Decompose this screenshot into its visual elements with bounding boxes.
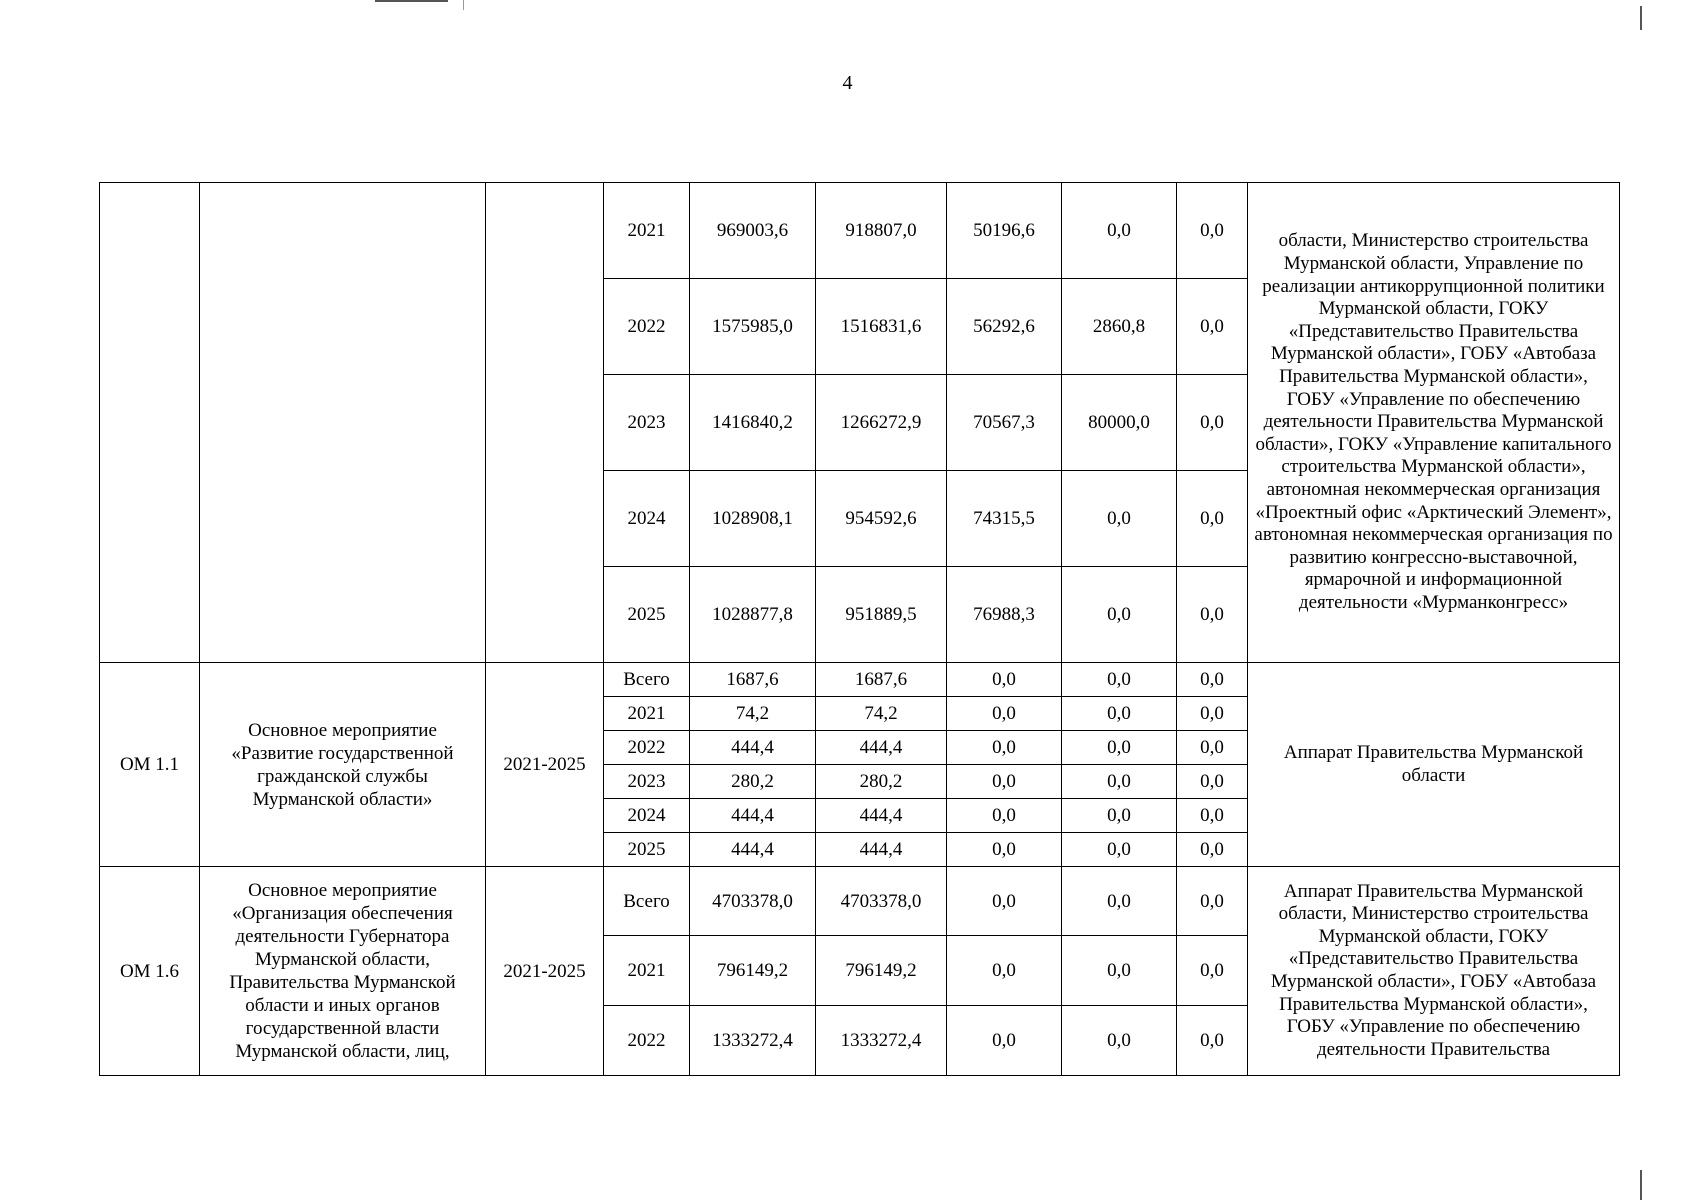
value-cell: 0,0 (1062, 1006, 1177, 1076)
year-cell: 2025 (604, 833, 690, 867)
value-cell: 1516831,6 (816, 279, 947, 375)
value-cell: 280,2 (816, 765, 947, 799)
table-row (100, 867, 1620, 936)
measure-period: 2021-2025 (486, 663, 604, 867)
year-cell: 2021 (604, 183, 690, 279)
total-cell: 969003,6 (690, 183, 816, 279)
page-number: 4 (842, 72, 853, 94)
value-cell: 0,0 (1177, 567, 1248, 663)
name-cell-empty (200, 183, 486, 663)
value-cell: 0,0 (1062, 471, 1177, 567)
value-cell: 0,0 (947, 833, 1062, 867)
value-cell: 0,0 (1062, 765, 1177, 799)
value-cell: 0,0 (947, 867, 1062, 936)
value-cell: 796149,2 (816, 936, 947, 1006)
value-cell: 0,0 (1062, 567, 1177, 663)
scan-artifact-right-bottom (1640, 1170, 1642, 1200)
value-cell: 0,0 (947, 765, 1062, 799)
value-cell: 0,0 (1062, 833, 1177, 867)
measure-period: 2021-2025 (486, 867, 604, 1076)
value-cell: 444,4 (816, 833, 947, 867)
value-cell: 0,0 (1177, 731, 1248, 765)
year-cell: 2024 (604, 799, 690, 833)
year-cell: Всего (604, 663, 690, 697)
scan-artifact-right-top (1640, 6, 1642, 30)
measure-name: Основное мероприятие «Развитие государственной гражданской службы Мурманской области» (200, 663, 486, 867)
value-cell: 0,0 (1177, 279, 1248, 375)
value-cell: 951889,5 (816, 567, 947, 663)
value-cell: 0,0 (1177, 765, 1248, 799)
value-cell: 0,0 (1062, 697, 1177, 731)
total-cell: 1575985,0 (690, 279, 816, 375)
value-cell: 1333272,4 (816, 1006, 947, 1076)
value-cell: 0,0 (947, 697, 1062, 731)
year-cell: 2022 (604, 279, 690, 375)
value-cell: 0,0 (1062, 731, 1177, 765)
year-cell: 2021 (604, 697, 690, 731)
total-cell: 1028908,1 (690, 471, 816, 567)
total-cell: 1687,6 (690, 663, 816, 697)
value-cell: 0,0 (1062, 799, 1177, 833)
value-cell: 0,0 (1177, 936, 1248, 1006)
value-cell: 0,0 (1062, 183, 1177, 279)
total-cell: 444,4 (690, 799, 816, 833)
value-cell: 70567,3 (947, 375, 1062, 471)
total-cell: 1416840,2 (690, 375, 816, 471)
measure-code: ОМ 1.1 (100, 663, 200, 867)
year-cell: 2023 (604, 375, 690, 471)
total-cell: 1333272,4 (690, 1006, 816, 1076)
value-cell: 0,0 (947, 731, 1062, 765)
value-cell: 0,0 (1177, 799, 1248, 833)
value-cell: 0,0 (1177, 1006, 1248, 1076)
value-cell: 0,0 (1177, 471, 1248, 567)
value-cell: 56292,6 (947, 279, 1062, 375)
value-cell: 50196,6 (947, 183, 1062, 279)
executor-cell: Аппарат Правительства Мурманской области (1248, 663, 1620, 867)
value-cell: 0,0 (1062, 867, 1177, 936)
period-cell-empty (486, 183, 604, 663)
year-cell: 2022 (604, 731, 690, 765)
measure-code: ОМ 1.6 (100, 867, 200, 1076)
value-cell: 444,4 (816, 731, 947, 765)
value-cell: 0,0 (947, 799, 1062, 833)
year-cell: 2022 (604, 1006, 690, 1076)
value-cell: 0,0 (1062, 936, 1177, 1006)
table-row (100, 663, 1620, 697)
value-cell: 76988,3 (947, 567, 1062, 663)
year-cell: Всего (604, 867, 690, 936)
program-funding-table (99, 182, 1620, 1076)
scan-artifact-top (375, 0, 448, 2)
value-cell: 0,0 (947, 1006, 1062, 1076)
value-cell: 74315,5 (947, 471, 1062, 567)
total-cell: 796149,2 (690, 936, 816, 1006)
value-cell: 0,0 (1177, 663, 1248, 697)
value-cell: 0,0 (947, 936, 1062, 1006)
total-cell: 444,4 (690, 731, 816, 765)
total-cell: 444,4 (690, 833, 816, 867)
total-cell: 1028877,8 (690, 567, 816, 663)
value-cell: 74,2 (816, 697, 947, 731)
value-cell: 0,0 (1177, 867, 1248, 936)
executor-cell: области, Министерство строительства Мурманской области, Управление по реализации антикоррупционной политики Мурманской области, ГОКУ «Представительство Правительства Мурманской области», ГОБУ «Автобаза Правительства Мурманской области», ГОБУ «Управление по обеспечению деятельности Правительства Мурманской области», ГОКУ «Управление капитального строительства Мурманской области», автономная некоммерческая организация «Проектный офис «Арктический Элемент», автономная некоммерческая организация по развитию конгрессно-выставочной, ярмарочной и информационной деятельности «Мурманконгресс» (1248, 183, 1620, 663)
scan-artifact-top-tick (463, 0, 464, 10)
total-cell: 74,2 (690, 697, 816, 731)
value-cell: 0,0 (947, 663, 1062, 697)
year-cell: 2021 (604, 936, 690, 1006)
value-cell: 0,0 (1177, 697, 1248, 731)
value-cell: 0,0 (1177, 375, 1248, 471)
code-cell-empty (100, 183, 200, 663)
value-cell: 0,0 (1177, 833, 1248, 867)
value-cell: 80000,0 (1062, 375, 1177, 471)
total-cell: 4703378,0 (690, 867, 816, 936)
value-cell: 954592,6 (816, 471, 947, 567)
table-row (100, 183, 1620, 279)
executor-cell: Аппарат Правительства Мурманской области, Министерство строительства Мурманской области, ГОКУ «Представительство Правительства Мурманской области», ГОБУ «Автобаза Правительства Мурманской области», ГОБУ «Управление по обеспечению деятельности Правительства (1248, 867, 1620, 1076)
year-cell: 2024 (604, 471, 690, 567)
measure-name: Основное мероприятие «Организация обеспечения деятельности Губернатора Мурманской области, Правительства Мурманской области и иных органов государственной власти Мурманской области, лиц, (200, 867, 486, 1076)
value-cell: 444,4 (816, 799, 947, 833)
value-cell: 0,0 (1062, 663, 1177, 697)
value-cell: 2860,8 (1062, 279, 1177, 375)
value-cell: 0,0 (1177, 183, 1248, 279)
value-cell: 4703378,0 (816, 867, 947, 936)
value-cell: 1687,6 (816, 663, 947, 697)
value-cell: 1266272,9 (816, 375, 947, 471)
year-cell: 2025 (604, 567, 690, 663)
value-cell: 918807,0 (816, 183, 947, 279)
year-cell: 2023 (604, 765, 690, 799)
total-cell: 280,2 (690, 765, 816, 799)
